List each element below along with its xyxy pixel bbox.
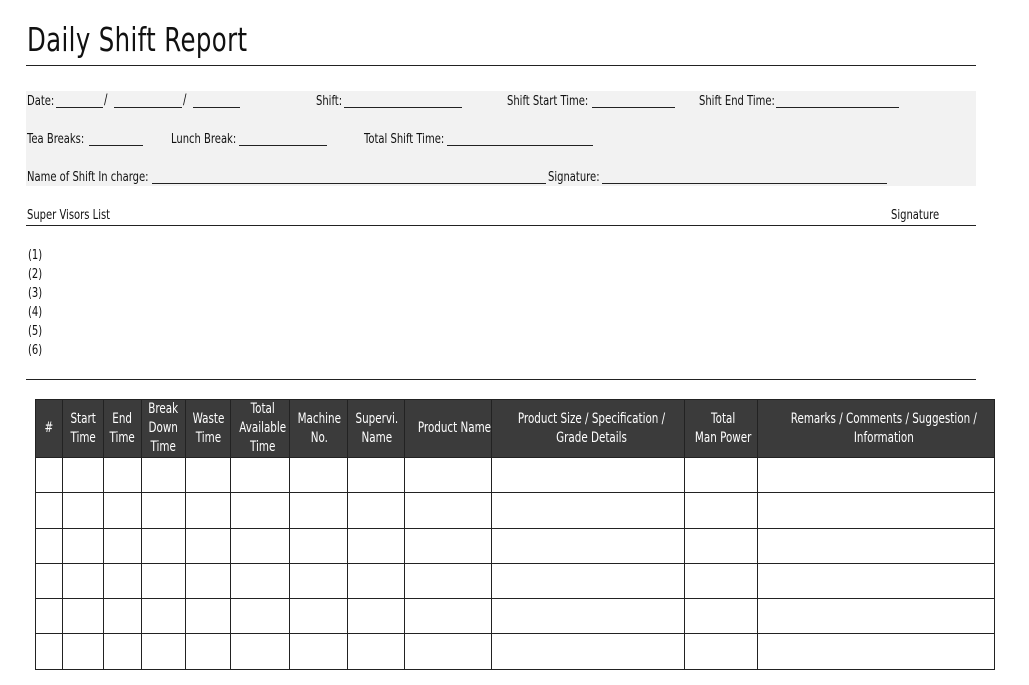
table-header-line: Total — [250, 401, 275, 417]
lunch-break-field[interactable] — [239, 145, 327, 146]
tea-breaks-label: Tea Breaks: — [27, 131, 85, 147]
table-cell[interactable] — [758, 458, 995, 493]
table-cell[interactable] — [231, 458, 290, 493]
table-header-text — [791, 410, 977, 448]
table-cell[interactable] — [63, 493, 104, 528]
table-header-cell — [290, 400, 348, 458]
table-header-line: Grade Details — [556, 429, 627, 446]
table-cell[interactable] — [231, 493, 290, 528]
table-cell[interactable] — [186, 599, 231, 634]
table-header-line: Time — [250, 439, 276, 455]
table-row — [36, 634, 995, 669]
total-shift-time-label: Total Shift Time: — [364, 131, 445, 147]
table-row — [36, 493, 995, 528]
date-separator: / — [104, 92, 108, 108]
table-cell[interactable] — [231, 528, 290, 563]
total-shift-time-field[interactable] — [447, 145, 593, 146]
table-cell[interactable] — [685, 563, 758, 598]
table-cell[interactable] — [36, 458, 63, 493]
table-cell[interactable] — [231, 634, 290, 669]
table-header-line: End — [112, 410, 133, 427]
table-cell[interactable] — [492, 563, 685, 598]
table-header-line: Time — [70, 429, 96, 446]
table-cell[interactable] — [492, 599, 685, 634]
table-header-cell — [405, 400, 492, 458]
shift-label: Shift: — [316, 93, 343, 109]
table-cell[interactable] — [63, 599, 104, 634]
table-cell[interactable] — [142, 634, 186, 669]
table-cell[interactable] — [142, 563, 186, 598]
table-header-cell — [186, 400, 231, 458]
table-header-line: Remarks / Comments / Suggestion / — [790, 410, 977, 427]
table-cell[interactable] — [104, 528, 142, 563]
table-cell[interactable] — [142, 599, 186, 634]
table-cell[interactable] — [758, 634, 995, 669]
supervisors-list — [28, 246, 47, 360]
table-row — [36, 599, 995, 634]
table-cell[interactable] — [104, 599, 142, 634]
table-cell[interactable] — [36, 493, 63, 528]
table-cell[interactable] — [405, 493, 492, 528]
table-cell[interactable] — [405, 563, 492, 598]
table-cell[interactable] — [36, 634, 63, 669]
date-label: Date: — [27, 93, 55, 109]
table-cell[interactable] — [231, 599, 290, 634]
shift-end-label: Shift End Time: — [699, 93, 775, 109]
table-header-line: Product Name — [417, 420, 492, 436]
table-header-text — [110, 410, 135, 448]
table-header-row — [36, 400, 995, 458]
table-header-text — [192, 410, 224, 448]
supervisor-item[interactable]: (2) — [28, 266, 43, 282]
table-cell[interactable] — [348, 493, 405, 528]
tea-breaks-field[interactable] — [89, 145, 143, 146]
table-header-cell — [142, 400, 186, 458]
supervisor-item[interactable]: (4) — [28, 304, 43, 320]
table-header-cell — [231, 400, 290, 458]
table-header-line: Time — [109, 429, 136, 446]
table-header-text — [45, 419, 54, 438]
table-header-line: Product Size / Specification / — [517, 410, 666, 427]
supervisors-divider — [26, 225, 976, 226]
table-header-text — [149, 400, 179, 457]
title-divider — [26, 65, 976, 66]
shift-end-field[interactable] — [776, 107, 899, 108]
shift-incharge-field[interactable] — [152, 183, 546, 184]
table-cell[interactable] — [186, 528, 231, 563]
table-cell[interactable] — [348, 599, 405, 634]
table-cell[interactable] — [63, 563, 104, 598]
table-cell[interactable] — [142, 458, 186, 493]
table-row — [36, 458, 995, 493]
supervisor-item[interactable]: (3) — [28, 285, 43, 301]
table-cell[interactable] — [36, 528, 63, 563]
table-header-line: Break — [148, 401, 179, 417]
table-header-line: Total — [711, 410, 736, 427]
supervisor-item[interactable]: (5) — [28, 323, 43, 339]
shift-field[interactable] — [344, 107, 462, 108]
table-header-cell — [36, 400, 63, 458]
table-cell[interactable] — [104, 458, 142, 493]
table-cell[interactable] — [758, 563, 995, 598]
table-cell[interactable] — [63, 634, 104, 669]
table-header-line: Time — [150, 439, 177, 455]
date-separator: / — [183, 92, 187, 108]
lunch-break-label: Lunch Break: — [171, 131, 237, 147]
table-header-line: Machine — [297, 410, 341, 427]
table-cell[interactable] — [290, 599, 348, 634]
shift-incharge-label: Name of Shift In charge: — [27, 169, 149, 185]
table-header-line: # — [44, 420, 54, 436]
table-cell[interactable] — [290, 634, 348, 669]
table-cell[interactable] — [492, 493, 685, 528]
date-year-field[interactable] — [193, 107, 240, 108]
table-header-text — [418, 419, 491, 438]
table-cell[interactable] — [685, 493, 758, 528]
table-cell[interactable] — [492, 458, 685, 493]
table-cell[interactable] — [104, 634, 142, 669]
table-header-cell — [758, 400, 995, 458]
supervisors-list-end-divider — [26, 379, 976, 380]
page-title: Daily Shift Report — [27, 20, 248, 59]
table-cell[interactable] — [758, 528, 995, 563]
supervisor-item[interactable]: (6) — [28, 342, 43, 358]
table-cell[interactable] — [685, 458, 758, 493]
table-cell[interactable] — [63, 528, 104, 563]
shift-info-panel — [26, 91, 976, 186]
table-header-line: Name — [361, 429, 393, 446]
table-cell[interactable] — [186, 458, 231, 493]
table-cell[interactable] — [758, 493, 995, 528]
table-cell[interactable] — [290, 528, 348, 563]
table-cell[interactable] — [142, 493, 186, 528]
table-cell[interactable] — [231, 563, 290, 598]
signature-field[interactable] — [602, 183, 887, 184]
table-cell[interactable] — [36, 563, 63, 598]
table-header-cell — [63, 400, 104, 458]
supervisors-list-label: Super Visors List — [27, 207, 111, 223]
table-header-line: Start — [70, 410, 96, 427]
table-cell[interactable] — [405, 458, 492, 493]
table-body — [36, 458, 995, 670]
table-cell[interactable] — [348, 563, 405, 598]
table-cell[interactable] — [186, 563, 231, 598]
table-header-line: Information — [853, 429, 914, 446]
table-cell[interactable] — [142, 528, 186, 563]
table-cell[interactable] — [36, 599, 63, 634]
table-cell[interactable] — [492, 634, 685, 669]
table-header-text — [239, 400, 286, 457]
table-cell[interactable] — [290, 563, 348, 598]
table-header-line: Man Power — [694, 429, 752, 446]
supervisors-signature-label: Signature — [891, 207, 940, 223]
table-cell[interactable] — [104, 563, 142, 598]
table-cell[interactable] — [104, 493, 142, 528]
table-header-text — [695, 410, 751, 448]
table-cell[interactable] — [492, 528, 685, 563]
table-cell[interactable] — [685, 599, 758, 634]
table-cell[interactable] — [405, 599, 492, 634]
shift-start-field[interactable] — [592, 107, 675, 108]
table-header-text — [518, 410, 665, 448]
table-header-cell — [104, 400, 142, 458]
table-cell[interactable] — [758, 599, 995, 634]
table-row — [36, 528, 995, 563]
table-header-cell — [492, 400, 685, 458]
table-cell[interactable] — [348, 528, 405, 563]
table-header-line: No. — [310, 429, 328, 446]
table-header-line: Waste — [192, 410, 224, 427]
table-cell[interactable] — [186, 634, 231, 669]
table-row — [36, 563, 995, 598]
table-cell[interactable] — [290, 493, 348, 528]
shift-start-label: Shift Start Time: — [507, 93, 589, 109]
date-day-field[interactable] — [56, 107, 103, 108]
table-cell[interactable] — [63, 458, 104, 493]
table-header-cell — [685, 400, 758, 458]
table-cell[interactable] — [685, 634, 758, 669]
table-cell[interactable] — [348, 634, 405, 669]
supervisor-item[interactable]: (1) — [28, 247, 43, 263]
table-cell[interactable] — [405, 634, 492, 669]
table-header-line: Available — [239, 420, 287, 436]
table-header-text — [70, 410, 95, 448]
table-header-cell — [348, 400, 405, 458]
table-header-line: Supervi. — [355, 410, 399, 427]
signature-label: Signature: — [548, 169, 600, 185]
table-cell[interactable] — [685, 528, 758, 563]
table-cell[interactable] — [348, 458, 405, 493]
table-header-line: Down — [148, 420, 179, 436]
table-header-line: Time — [195, 429, 221, 446]
table-cell[interactable] — [186, 493, 231, 528]
table-cell[interactable] — [290, 458, 348, 493]
table-cell[interactable] — [405, 528, 492, 563]
table-header-text — [355, 410, 398, 448]
date-month-field[interactable] — [114, 107, 182, 108]
shift-log-table — [35, 399, 995, 670]
table-header-text — [298, 410, 341, 448]
